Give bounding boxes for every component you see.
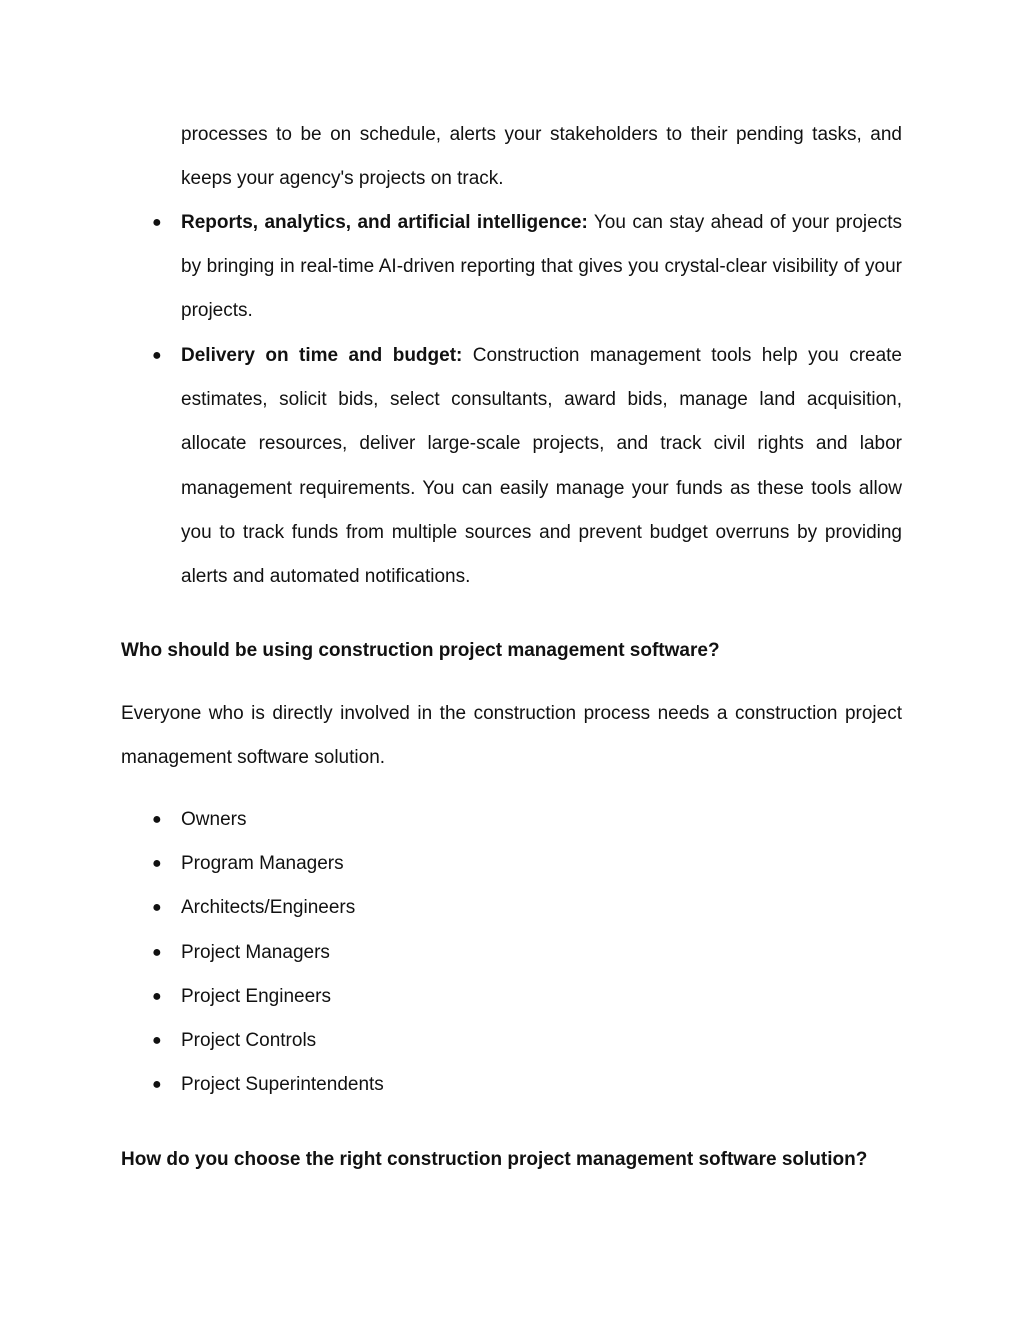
section-intro [121, 692, 902, 780]
bullet-icon: ● [152, 899, 162, 917]
list-item [0, 1019, 1024, 1063]
feature-item-reports [181, 201, 902, 334]
bullet-icon: ● [152, 347, 162, 364]
intro-paragraph: Everyone who is directly involved in the construction process needs a construction project management software solution. [121, 703, 902, 769]
section-heading-who: Who should be using construction project management software? [121, 640, 720, 661]
role-label: Project Engineers [181, 985, 331, 1007]
list-item [0, 931, 1024, 975]
continued-paragraph: processes to be on schedule, alerts your stakeholders to their pending tasks, and keeps your agency's projects on track. [181, 124, 902, 190]
list-item [0, 975, 1024, 1019]
bullet-icon: ● [152, 1031, 162, 1049]
feature-term: Delivery on time and budget: [181, 345, 463, 366]
list-item [0, 842, 1024, 886]
roles-list [0, 798, 1024, 1107]
bullet-icon: ● [152, 214, 162, 231]
role-label: Architects/Engineers [181, 897, 356, 919]
list-item [0, 886, 1024, 930]
feature-description: Construction management tools help you create estimates, solicit bids, select consultants, award bids, manage land acquisition, allocate resources, deliver large-scale projects, and track civil rights and labor management requirements. You can easily manage your funds as these tools allow you to track funds from multiple sources and prevent budget overruns by providing alerts and automated notifications. [181, 345, 903, 588]
role-label: Owners [181, 809, 247, 830]
feature-paragraph [181, 334, 902, 599]
list-item [0, 1063, 1024, 1107]
feature-description: You can stay ahead of your projects by bringing in real-time AI-driven reporting that gives you crystal-clear visibility of your projects. [181, 212, 902, 322]
bullet-icon: ● [152, 811, 162, 828]
feature-paragraph [181, 201, 902, 334]
feature-item-delivery [181, 334, 902, 599]
bullet-icon: ● [152, 987, 162, 1005]
list-item [0, 798, 1024, 842]
bullet-icon: ● [152, 1076, 162, 1094]
section-heading-how: How do you choose the right construction project management software solution? [121, 1149, 868, 1170]
bullet-icon: ● [152, 855, 162, 873]
continued-bullet-text [181, 113, 902, 201]
feature-term: Reports, analytics, and artificial intelligence: [181, 212, 588, 233]
role-label: Program Managers [181, 853, 344, 875]
role-label: Project Managers [181, 941, 330, 963]
bullet-icon: ● [152, 943, 162, 961]
role-label: Project Superintendents [181, 1074, 384, 1096]
role-label: Project Controls [181, 1029, 317, 1051]
